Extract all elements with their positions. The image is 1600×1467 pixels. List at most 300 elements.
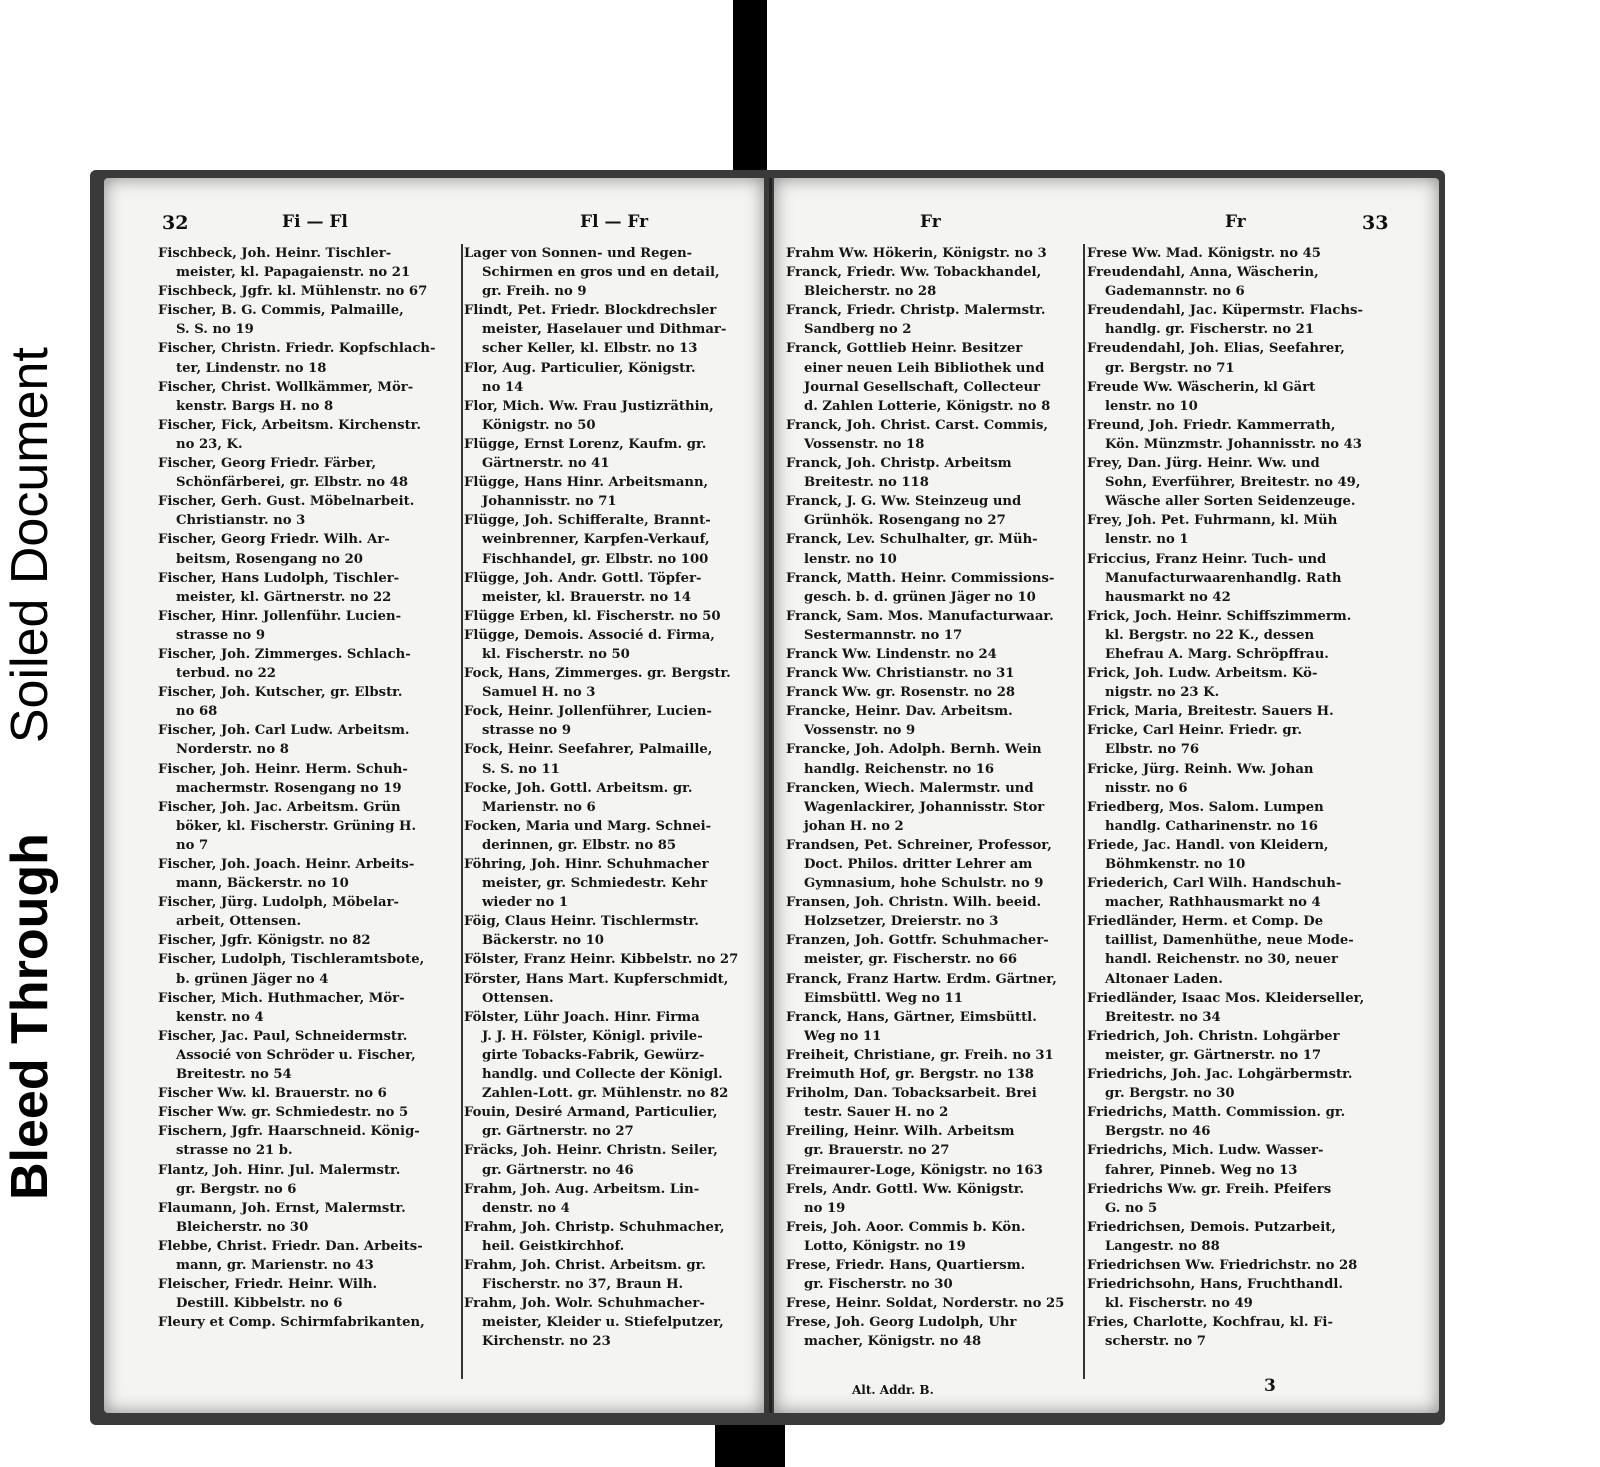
directory-entry [158,1103,456,1122]
entry-name-line: Franck, J. G. Ww. Steinzeug und [786,494,1022,510]
entry-name-line: Freimuth Hof, gr. Bergstr. no 138 [786,1067,1034,1083]
entry-name-line: Franck, Friedr. Christp. Malermstr. [786,303,1046,319]
entry-continuation-line: gr. Freih. no 9 [482,284,587,300]
entry-name-line: Flantz, Joh. Hinr. Jul. Malermstr. [158,1162,401,1178]
directory-entry [1087,798,1380,836]
entry-name-line: Franzen, Joh. Gottfr. Schuhmacher- [786,933,1049,949]
entry-name-line: Franck, Franz Hartw. Erdm. Gärtner, [786,971,1057,987]
entry-continuation-line: gr. Gärtnerstr. no 27 [482,1124,634,1140]
directory-entry [1087,378,1380,416]
entry-continuation-line: no 14 [482,379,524,395]
entry-name-line: Fischer, Christn. Friedr. Kopfschlach- [158,341,436,357]
entry-name-line: Fischer, Jac. Paul, Schneidermstr. [158,1028,408,1044]
entry-name-line: Fries, Charlotte, Kochfrau, kl. Fi- [1087,1315,1333,1331]
entry-name-line: Frahm, Joh. Aug. Arbeitsm. Lin- [464,1181,700,1197]
entry-continuation-line: meister, kl. Brauerstr. no 14 [482,589,692,605]
left-page-number: 32 [162,212,189,234]
directory-entry [158,282,456,301]
directory-entry [464,397,756,435]
entry-name-line: Frahm, Joh. Christ. Arbeitsm. gr. [464,1257,706,1273]
entry-continuation-line: mann, Bäckerstr. no 10 [176,876,349,892]
entry-continuation-line: strasse no 9 [482,723,571,739]
entry-name-line: Föig, Claus Heinr. Tischlermstr. [464,914,699,930]
left-header-right: Fl — Fr [580,212,649,232]
entry-continuation-line: Holzsetzer, Dreierstr. no 3 [804,914,999,930]
stamp-bleed-through: Bleed Through [1,833,59,1200]
entry-continuation-line: weinbrenner, Karpfen-Verkauf, [482,532,710,548]
entry-continuation-line: Bleicherstr. no 28 [804,284,937,300]
entry-name-line: Freiheit, Christiane, gr. Freih. no 31 [786,1047,1054,1063]
entry-name-line: Francke, Heinr. Dav. Arbeitsm. [786,704,1013,720]
directory-entry [786,664,1080,683]
entry-continuation-line: handl. Reichenstr. no 30, neuer [1105,952,1338,968]
right-header-right: Fr [1225,212,1246,232]
entry-name-line: Fricke, Carl Heinr. Friedr. gr. [1087,723,1302,739]
entry-name-line: Flaumann, Joh. Ernst, Malermstr. [158,1200,406,1216]
right-column-2 [1087,244,1380,1351]
entry-continuation-line: gr. Bergstr. no 71 [1105,360,1235,376]
directory-entry [1087,721,1380,759]
entry-name-line: Fischer, Joh. Heinr. Herm. Schuh- [158,761,408,777]
directory-entry [464,244,756,301]
entry-continuation-line: Wagenlackirer, Johannisstr. Stor [804,799,1045,815]
entry-continuation-line: Kön. Münzmstr. Johannisstr. no 43 [1105,436,1362,452]
directory-entry [464,912,756,950]
entry-name-line: Fischer, Christ. Wollkämmer, Mör- [158,379,414,395]
entry-name-line: Fischer, Hinr. Jollenführ. Lucien- [158,608,402,624]
entry-continuation-line: heil. Geistkirchhof. [482,1238,625,1254]
directory-entry [1087,511,1380,549]
entry-continuation-line: meister, gr. Gärtnerstr. no 17 [1105,1047,1322,1063]
entry-name-line: Franck, Joh. Christp. Arbeitsm [786,456,1012,472]
entry-name-line: Fock, Hans, Zimmerges. gr. Bergstr. [464,666,731,682]
entry-continuation-line: Associé von Schröder u. Fischer, [176,1047,416,1063]
entry-continuation-line: J. J. H. Fölster, Königl. privile- [482,1028,703,1044]
entry-continuation-line: böker, kl. Fischerstr. Grüning H. [176,818,417,834]
entry-name-line: Fischer, Jgfr. Königstr. no 82 [158,933,371,949]
entry-name-line: Fischer Ww. kl. Brauerstr. no 6 [158,1086,387,1102]
entry-name-line: Frandsen, Pet. Schreiner, Professor, [786,837,1052,853]
directory-entry [464,1218,756,1256]
directory-entry [1087,244,1380,263]
directory-entry [158,683,456,721]
entry-name-line: Friedrichs Ww. gr. Freih. Pfeifers [1087,1181,1332,1197]
entry-name-line: Fischer, Joh. Kutscher, gr. Elbstr. [158,685,403,701]
directory-entry [158,1313,456,1332]
entry-name-line: Fischer, Georg Friedr. Färber, [158,456,377,472]
entry-name-line: Fock, Heinr. Seefahrer, Palmaille, [464,742,713,758]
directory-entry [158,1122,456,1160]
directory-entry [464,435,756,473]
side-stamp [0,347,60,1200]
directory-entry [158,454,456,492]
directory-entry [464,473,756,511]
entry-continuation-line: no 7 [176,837,209,853]
directory-entry [464,1294,756,1351]
entry-name-line: Friholm, Dan. Tobacksarbeit. Brei [786,1086,1037,1102]
directory-entry [158,950,456,988]
entry-continuation-line: Langestr. no 88 [1105,1238,1220,1254]
entry-name-line: Fischer, Hans Ludolph, Tischler- [158,570,400,586]
directory-entry [786,1256,1080,1294]
entry-name-line: Frahm, Joh. Wolr. Schuhmacher- [464,1296,705,1312]
entry-name-line: Föhring, Joh. Hinr. Schuhmacher [464,857,709,872]
entry-continuation-line: Ehefrau A. Marg. Schröpffrau. [1105,646,1329,662]
entry-name-line: Fricke, Jürg. Reinh. Ww. Johan [1087,761,1314,777]
entry-name-line: Focke, Joh. Gottl. Arbeitsm. gr. [464,780,693,796]
directory-entry [158,989,456,1027]
entry-name-line: Friedberg, Mos. Salom. Lumpen [1087,799,1324,815]
entry-continuation-line: Samuel H. no 3 [482,685,596,701]
entry-continuation-line: Altonaer Laden. [1105,971,1223,987]
entry-name-line: Förster, Hans Mart. Kupferschmidt, [464,971,729,987]
directory-entry [786,1084,1080,1122]
directory-entry [158,1275,456,1313]
directory-entry [464,1141,756,1179]
entry-name-line: Focken, Maria und Marg. Schnei- [464,818,712,834]
directory-entry [786,263,1080,301]
directory-entry [464,301,756,358]
directory-entry [1087,664,1380,702]
directory-entry [786,244,1080,263]
entry-continuation-line: Bergstr. no 46 [1105,1124,1211,1140]
entry-continuation-line: Breitestr. no 118 [804,475,929,491]
directory-entry [158,931,456,950]
directory-entry [786,836,1080,893]
entry-continuation-line: b. grünen Jäger no 4 [176,971,329,987]
directory-entry [1087,702,1380,721]
entry-continuation-line: derinnen, gr. Elbstr. no 85 [482,837,677,853]
entry-continuation-line: wieder no 1 [482,895,569,911]
entry-name-line: Franck, Lev. Schulhalter, gr. Müh- [786,532,1038,548]
entry-name-line: Fölster, Lühr Joach. Hinr. Firma [464,1009,700,1025]
entry-continuation-line: einer neuen Leih Bibliothek und [804,360,1045,376]
entry-continuation-line: Sohn, Everführer, Breitestr. no 49, [1105,475,1361,491]
directory-entry [1087,263,1380,301]
entry-continuation-line: strasse no 21 b. [176,1143,293,1159]
entry-continuation-line: Fischerstr. no 37, Braun H. [482,1277,684,1293]
directory-entry [1087,760,1380,798]
directory-entry [158,339,456,377]
directory-entry [464,779,756,817]
entry-continuation-line: Königstr. no 50 [482,417,596,433]
directory-entry [786,301,1080,339]
entry-continuation-line: Ottensen. [482,990,554,1006]
entry-continuation-line: no 68 [176,704,218,720]
directory-entry [786,1313,1080,1351]
entry-name-line: Fischer, Joh. Joach. Heinr. Arbeits- [158,857,415,872]
entry-continuation-line: meister, Haselauer und Dithmar- [482,322,727,338]
entry-name-line: Frick, Maria, Breitestr. Sauers H. [1087,704,1334,720]
entry-name-line: Franck Ww. Christianstr. no 31 [786,666,1015,682]
directory-entry [464,1103,756,1141]
entry-continuation-line: Norderstr. no 8 [176,742,289,758]
entry-continuation-line: Lotto, Königstr. no 19 [804,1238,966,1254]
entry-continuation-line: kenstr. Bargs H. no 8 [176,398,334,414]
directory-entry [786,645,1080,664]
entry-name-line: Friedrich, Joh. Christn. Lohgärber [1087,1028,1340,1044]
entry-continuation-line: Manufacturwaarenhandlg. Rath [1105,570,1342,586]
entry-continuation-line: handlg. gr. Fischerstr. no 21 [1105,322,1315,338]
directory-entry [786,1218,1080,1256]
entry-name-line: Friedrichs, Matth. Commission. gr. [1087,1105,1346,1121]
entry-name-line: Freudendahl, Joh. Elias, Seefahrer, [1087,341,1345,357]
directory-entry [1087,301,1380,339]
entry-continuation-line: meister, gr. Fischerstr. no 66 [804,952,1018,968]
left-column-2 [464,244,756,1351]
entry-continuation-line: scherstr. no 7 [1105,1334,1206,1350]
page-footer-signature-note: Alt. Addr. B. [852,1383,934,1397]
directory-entry [158,301,456,339]
directory-entry [464,359,756,397]
directory-entry [1087,1313,1380,1351]
directory-entry [158,855,456,893]
entry-name-line: Fischer, Georg Friedr. Wilh. Ar- [158,532,390,548]
entry-name-line: Fischer, Jürg. Ludolph, Möbelar- [158,895,400,911]
entry-name-line: Fransen, Joh. Christn. Wilh. beeid. [786,895,1042,911]
right-header-left: Fr [920,212,941,232]
directory-entry [464,1008,756,1103]
entry-continuation-line: S. S. no 11 [482,761,560,777]
entry-continuation-line: beitsm, Rosengang no 20 [176,551,363,567]
directory-entry [158,607,456,645]
directory-entry [786,454,1080,492]
entry-continuation-line: strasse no 9 [176,627,265,643]
entry-continuation-line: arbeit, Ottensen. [176,914,302,930]
directory-entry [464,970,756,1008]
entry-name-line: Frese Ww. Mad. Königstr. no 45 [1087,246,1321,261]
entry-name-line: Franck, Gottlieb Heinr. Besitzer [786,341,1023,357]
entry-name-line: Frese, Heinr. Soldat, Norderstr. no 25 [786,1296,1065,1312]
directory-entry [158,1027,456,1084]
directory-entry [158,1237,456,1275]
left-header-left: Fi — Fl [282,212,348,232]
entry-name-line: Franck, Friedr. Ww. Tobackhandel, [786,265,1042,281]
entry-continuation-line: lenstr. no 10 [1105,398,1198,414]
directory-entry [786,970,1080,1008]
entry-continuation-line: Grünhök. Rosengang no 27 [804,513,1006,529]
entry-name-line: Fischer, Mich. Huthmacher, Mör- [158,990,405,1006]
entry-name-line: Flügge, Hans Hinr. Arbeitsmann, [464,475,709,491]
directory-entry [464,626,756,664]
entry-name-line: Frick, Joh. Ludw. Arbeitsm. Kö- [1087,666,1318,682]
entry-name-line: Freiling, Heinr. Wilh. Arbeitsm [786,1124,1015,1140]
column-rule [461,244,463,1379]
directory-entry [1087,1256,1380,1275]
entry-continuation-line: Sestermannstr. no 17 [804,627,963,643]
directory-entry [158,1199,456,1237]
directory-entry [464,569,756,607]
entry-continuation-line: Eimsbüttl. Weg no 11 [804,990,963,1006]
entry-continuation-line: nigstr. no 23 K. [1105,685,1220,701]
entry-continuation-line: Doct. Philos. dritter Lehrer am [804,857,1033,872]
directory-entry [1087,1141,1380,1179]
entry-continuation-line: terbud. no 22 [176,666,276,682]
directory-entry [786,702,1080,740]
entry-continuation-line: Bleicherstr. no 30 [176,1219,309,1235]
entry-continuation-line: johan H. no 2 [804,818,904,834]
entry-continuation-line: d. Zahlen Lotterie, Königstr. no 8 [804,398,1051,414]
entry-name-line: Fölster, Franz Heinr. Kibbelstr. no 27 [464,952,739,968]
directory-entry [786,416,1080,454]
directory-entry [1087,1218,1380,1256]
entry-continuation-line: girte Tobacks-Fabrik, Gewürz- [482,1047,705,1063]
directory-entry [1087,836,1380,874]
left-column-1 [158,244,456,1332]
entry-continuation-line: meister, Kleider u. Stiefelputzer, [482,1315,724,1331]
directory-entry [786,1161,1080,1180]
entry-name-line: Fleischer, Friedr. Heinr. Wilh. [158,1277,378,1293]
entry-name-line: Frels, Andr. Gottl. Ww. Königstr. [786,1181,1025,1197]
directory-entry [786,1008,1080,1046]
directory-entry [464,740,756,778]
entry-name-line: Fischer, Ludolph, Tischleramtsbote, [158,952,425,968]
entry-continuation-line: lenstr. no 10 [804,551,897,567]
entry-name-line: Fischer, Joh. Jac. Arbeitsm. Grün [158,799,401,815]
entry-name-line: Fischer, B. G. Commis, Palmaille, [158,303,404,319]
directory-entry [786,931,1080,969]
directory-entry [1087,1103,1380,1141]
entry-name-line: Fischer, Gerh. Gust. Möbelnarbeit. [158,494,415,510]
entry-continuation-line: hausmarkt no 42 [1105,589,1231,605]
directory-entry [1087,912,1380,988]
entry-name-line: Franck, Hans, Gärtner, Eimsbüttl. [786,1009,1037,1025]
entry-name-line: Friedrichs, Mich. Ludw. Wasser- [1087,1143,1324,1159]
entry-continuation-line: Fischhandel, gr. Elbstr. no 100 [482,551,709,567]
directory-entry [786,1294,1080,1313]
entry-continuation-line: Marienstr. no 6 [482,799,596,815]
directory-entry [158,721,456,759]
entry-name-line: Friedrichsohn, Hans, Fruchthandl. [1087,1277,1343,1293]
entry-continuation-line: gr. Bergstr. no 30 [1105,1086,1235,1102]
entry-name-line: Friedrichsen, Demois. Putzarbeit, [1087,1219,1336,1235]
entry-name-line: Frick, Joch. Heinr. Schiffszimmerm. [1087,608,1352,624]
entry-name-line: Fischer, Joh. Zimmerges. Schlach- [158,646,411,662]
entry-continuation-line: lenstr. no 1 [1105,532,1189,548]
entry-continuation-line: Breitestr. no 54 [176,1067,292,1083]
directory-entry [158,1161,456,1199]
directory-entry [786,1046,1080,1065]
directory-entry [158,378,456,416]
entry-name-line: Fischbeck, Jgfr. kl. Mühlenstr. no 67 [158,284,428,300]
entry-name-line: Fouin, Desiré Armand, Particulier, [464,1105,718,1121]
entry-name-line: Frahm Ww. Hökerin, Königstr. no 3 [786,246,1047,261]
entry-continuation-line: Schirmen en gros und en detail, [482,265,720,281]
entry-name-line: Franck Ww. Lindenstr. no 24 [786,646,997,662]
entry-name-line: Freudendahl, Jac. Küpermstr. Flachs- [1087,303,1363,319]
entry-name-line: Frahm, Joh. Christp. Schuhmacher, [464,1219,725,1235]
entry-continuation-line: nisstr. no 6 [1105,780,1188,796]
directory-entry [786,779,1080,836]
entry-name-line: Franck, Joh. Christ. Carst. Commis, [786,417,1049,433]
entry-continuation-line: gr. Brauerstr. no 27 [804,1143,950,1159]
entry-name-line: Franck Ww. gr. Rosenstr. no 28 [786,685,1016,701]
entry-continuation-line: meister, kl. Papagaienstr. no 21 [176,265,411,281]
entry-name-line: Franck, Matth. Heinr. Commissions- [786,570,1055,586]
entry-name-line: Friedrichs, Joh. Jac. Lohgärbermstr. [1087,1067,1353,1083]
directory-entry [786,339,1080,415]
directory-entry [158,569,456,607]
entry-continuation-line: ter, Lindenstr. no 18 [176,360,327,376]
entry-continuation-line: Elbstr. no 76 [1105,742,1200,758]
directory-entry [464,817,756,855]
directory-entry [786,1065,1080,1084]
entry-name-line: Friccius, Franz Heinr. Tuch- und [1087,551,1327,567]
entry-name-line: Friede, Jac. Handl. von Kleidern, [1087,837,1329,853]
directory-entry [158,416,456,454]
entry-continuation-line: no 23, K. [176,436,243,452]
entry-name-line: Frey, Joh. Pet. Fuhrmann, kl. Müh [1087,513,1338,529]
entry-name-line: Flebbe, Christ. Friedr. Dan. Arbeits- [158,1238,423,1254]
entry-name-line: Flügge, Ernst Lorenz, Kaufm. gr. [464,436,707,452]
entry-continuation-line: macher, Rathhausmarkt no 4 [1105,895,1321,911]
entry-name-line: Freimaurer-Loge, Königstr. no 163 [786,1162,1043,1178]
directory-entry [1087,550,1380,607]
directory-entry [786,683,1080,702]
entry-continuation-line: Gärtnerstr. no 41 [482,456,610,472]
directory-entry [1087,1027,1380,1065]
directory-entry [786,492,1080,530]
entry-continuation-line: Schönfärberei, gr. Elbstr. no 48 [176,475,409,491]
entry-name-line: Fock, Heinr. Jollenführer, Lucien- [464,704,712,720]
entry-continuation-line: macher, Königstr. no 48 [804,1334,982,1350]
directory-entry [1087,1180,1380,1218]
entry-name-line: Fischbeck, Joh. Heinr. Tischler- [158,246,392,261]
directory-entry [786,607,1080,645]
entry-name-line: Frese, Joh. Georg Ludolph, Uhr [786,1315,1017,1331]
entry-continuation-line: S. S. no 19 [176,322,254,338]
entry-name-line: Flor, Aug. Particulier, Königstr. [464,360,696,376]
entry-continuation-line: handlg. Catharinenstr. no 16 [1105,818,1318,834]
entry-continuation-line: scher Keller, kl. Elbstr. no 13 [482,341,698,357]
directory-entry [786,893,1080,931]
directory-entry [786,1122,1080,1160]
directory-entry [1087,874,1380,912]
entry-name-line: Friederich, Carl Wilh. Handschuh- [1087,876,1342,892]
entry-continuation-line: kl. Fischerstr. no 50 [482,646,630,662]
entry-continuation-line: handlg. und Collecte der Königl. [482,1067,723,1083]
entry-continuation-line: Johannisstr. no 71 [482,494,617,510]
entry-continuation-line: Destill. Kibbelstr. no 6 [176,1296,343,1312]
directory-entry [158,893,456,931]
entry-name-line: Lager von Sonnen- und Regen- [464,246,693,261]
entry-name-line: Fleury et Comp. Schirmfabrikanten, [158,1315,425,1331]
directory-entry [786,1180,1080,1218]
directory-entry [464,950,756,969]
column-rule [1083,244,1085,1379]
entry-continuation-line: Breitestr. no 34 [1105,1009,1221,1025]
right-column-1 [786,244,1080,1351]
entry-name-line: Friedländer, Isaac Mos. Kleiderseller, [1087,990,1365,1006]
entry-continuation-line: Christianstr. no 3 [176,513,306,529]
entry-continuation-line: taillist, Damenhüthe, neue Mode- [1105,933,1354,949]
entry-continuation-line: no 19 [804,1200,846,1216]
entry-name-line: Fischer Ww. gr. Schmiedestr. no 5 [158,1105,409,1121]
entry-continuation-line: Zahlen-Lott. gr. Mühlenstr. no 82 [482,1086,729,1102]
entry-name-line: Fräcks, Joh. Heinr. Christn. Seiler, [464,1143,718,1159]
entry-continuation-line: Bäckerstr. no 10 [482,933,604,949]
entry-continuation-line: handlg. Reichenstr. no 16 [804,761,995,777]
directory-entry [1087,454,1380,511]
directory-entry [158,244,456,282]
entry-continuation-line: kenstr. no 4 [176,1009,264,1025]
entry-continuation-line: Weg no 11 [804,1028,882,1044]
directory-entry [1087,1275,1380,1313]
entry-continuation-line: machermstr. Rosengang no 19 [176,780,402,796]
entry-name-line: Friedrichsen Ww. Friedrichstr. no 28 [1087,1257,1358,1273]
directory-entry [158,760,456,798]
entry-name-line: Flügge, Joh. Andr. Gottl. Töpfer- [464,570,702,586]
